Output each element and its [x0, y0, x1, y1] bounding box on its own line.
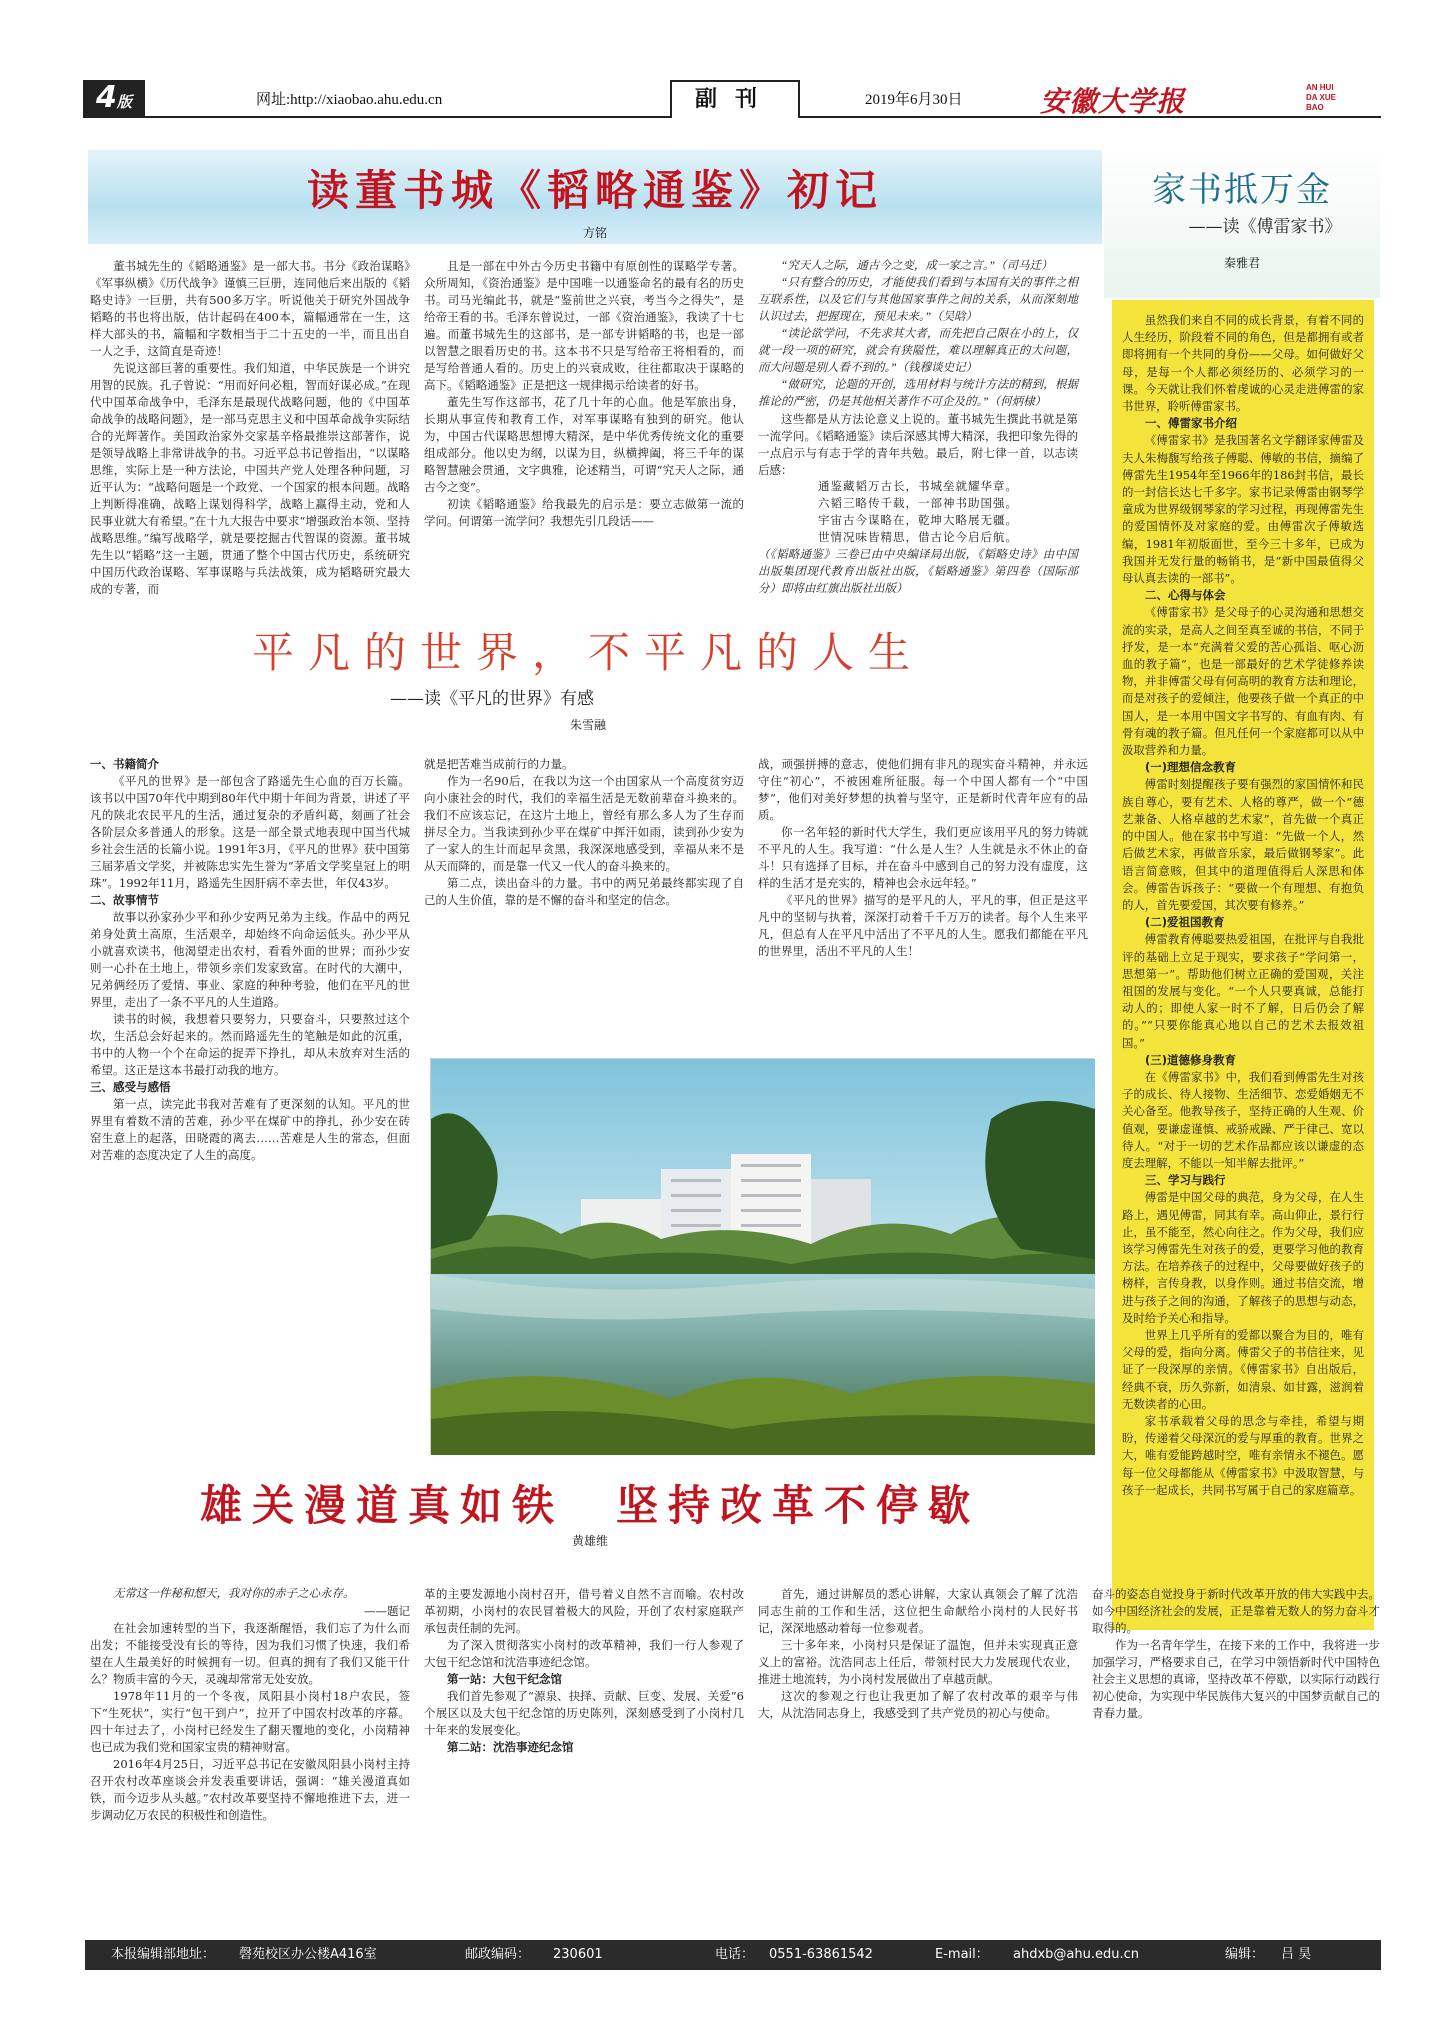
section-heading: 三、感受与感悟: [90, 1080, 171, 1094]
paragraph: 奋斗的姿态自觉投身于新时代改革开放的伟大实践中去。如今中国经济社会的发展，正是靠着无数人的努力奋斗才取得的。: [1092, 1587, 1380, 1635]
paragraph: 1978年11月的一个冬夜，凤阳县小岗村18户农民，签下“生死状”，实行“包干到户”，拉开了中国农村改革的序幕。四十年过去了，小岗村已经发生了翻天覆地的变化，小岗精神也已成为我们党和国家宝贵的精神财富。: [90, 1689, 410, 1754]
paragraph: 《平凡的世界》是一部包含了路遥先生心血的百万长篇。该书以中国70年代中期到80年代中期十年间为背景，讲述了平凡的陕北农民平凡的生活，通过复杂的矛盾纠葛，刻画了社会各阶层众多普通人的形象。这是一部全景式地表现中国当代城乡社会生活的长篇小说。1991年3月，《平凡的世界》获中国第三届茅盾文学奖，并被陈忠实先生誉为“茅盾文学奖皇冠上的明珠”。1992年11月，路遥先生因肝病不幸去世，年仅43岁。: [90, 774, 410, 890]
article3-title: 雄关漫道真如铁 坚持改革不停歇: [199, 1481, 980, 1530]
editor-name: 吕 昊: [1281, 1947, 1312, 1962]
paragraph: 《傅雷家书》是父母子的心灵沟通和思想交流的实录，是高人之间至真至诚的书信，不同于抒发，是一本“充满着父爱的苦心孤诣、呕心沥血的教子篇”，也是一部最好的艺术学徒修养读物，并非傅雷父母有何高明的教育方法和理论，而是对孩子的爱倾注，他要孩子做一个真正的中国人，是一本用中国文字书写的、有血有肉、有骨有魂的教子篇。但凡任何一个家庭都可以从中汲取营养和力量。: [1122, 605, 1364, 758]
article1-column-3: [758, 258, 1078, 595]
paragraph: 第一点，读完此书我对苦难有了更深刻的认知。平凡的世界里有着数不清的苦难，孙少平在煤矿中的挣扎，孙少安在砖窑生意上的起落，田晓霞的离去……苦难是人生的常态，但面对苦难的态度决定了人生的高度。: [90, 1097, 410, 1162]
paragraph: 初读《韬略通鉴》给我最先的启示是：要立志做第一流的学问。何谓第一流学问？我想先引几段话——: [424, 497, 744, 528]
paragraph: 傅雷教育傅聪要热爱祖国，在批评与自我批评的基础上立足于现实，要求孩子“学问第一，思想第一”。帮助他们树立正确的爱国观，关注祖国的发展与变化。“一个人只要真诚，总能打动人的；即使人家一时不了解，日后仍会了解的。”“只要你能真心地以自己的艺术去报效祖国。”: [1122, 932, 1364, 1050]
paragraph: 世界上几乎所有的爱都以聚合为目的，唯有父母的爱，指向分离。傅雷父子的书信往来，见证了一段深厚的亲情。《傅雷家书》自出版后，经典不衰，历久弥新，如清泉、如甘露，滋润着无数读者的心田。: [1122, 1327, 1364, 1411]
publication-note: （《韬略通鉴》三卷已由中央编译局出版，《韬略史诗》由中国出版集团现代教育出版社出版，《韬略通鉴》第四卷（国际部分）即将由红旗出版社出版）: [758, 549, 1078, 595]
section-name: 副刊: [670, 80, 800, 118]
paragraph: 董先生写作这部书，花了几十年的心血。他是军旅出身，长期从事宣传和教育工作，对军事谋略有独到的研究。他认为，中国古代谋略思想博大精深，是中华优秀传统文化的重要组成部分。他以史为纲，以谋为目，纵横捭阖，将三千年的谋略智慧融会贯通，文字典雅，论述精当，可谓“究天人之际，通古今之变”。: [424, 395, 744, 494]
poem-line: 宇宙古今谋略在，乾坤大略展无疆。: [818, 515, 1018, 527]
quote: “究天人之际，通古今之变，成一家之言。”（司马迁）: [781, 260, 1053, 272]
paragraph: 你一名年轻的新时代大学生，我们更应该用平凡的努力铸就不平凡的人生。我写道：“什么是人生？人生就是永不休止的奋斗！只有选择了目标，并在奋斗中感到自己的努力没有虚度，这样的生活才是充实的，精神也会永远年轻。”: [758, 825, 1088, 890]
section-heading: (一)理想信念教育: [1145, 760, 1237, 775]
page-suffix: 版: [116, 93, 132, 111]
paragraph: 战，顽强拼搏的意志，使他们拥有非凡的现实奋斗精神，并永远守住“初心”，不被困难所征服。每一个中国人都有一个“中国梦”，他们对美好梦想的执着与坚守，正是新时代青年应有的品质。: [758, 757, 1088, 822]
paragraph: 首先，通过讲解员的悉心讲解，大家认真领会了解了沈浩同志生前的工作和生活，这位把生命献给小岗村的人民好书记，深深地感动着每一位参观者。: [758, 1587, 1078, 1635]
paragraph: 读书的时候，我想着只要努力，只要奋斗，只要熬过这个坎，生活总会好起来的。然而路遥先生的笔触是如此的沉重，书中的人物一个个在命运的捉弄下挣扎，却从未放弃对生活的希望。这正是这本书最打动我的地方。: [90, 1012, 410, 1077]
paragraph: 董书城先生的《韬略通鉴》是一部大书。书分《政治谋略》《军事纵横》《历代战争》谨慎三巨册，连同他后来出版的《韬略史诗》一巨册，共有500多万字。听说他关于研究外国战争韬略的书也将出版，估计起码在400本，篇幅通常在一生，这样大部头的书，篇幅和字数相当于二十五史的一半，而且出自一人之手，这简直是奇迹！: [90, 259, 410, 358]
paragraph: 为了深入贯彻落实小岗村的改革精神，我们一行人参观了大包干纪念馆和沈浩事迹纪念馆。: [424, 1638, 744, 1669]
epigraph-source: ——题记: [364, 1604, 410, 1618]
paragraph: 在社会加速转型的当下，我逐渐醒悟，我们忘了为什么而出发；不能接受没有长的等待，因为我们习惯了快速，我们希望在人生最美好的时候拥有一切。但真的拥有了我们又能干什么？物质丰富的今天，灵魂却常常无处安放。: [90, 1621, 410, 1686]
page-footer: [85, 1940, 1381, 1970]
quote: “只有整合的历史，才能使我们看到与本国有关的事件之相互联系性，以及它们与其他国家事件之间的关系，从而深刻地认识过去，把握现在，预见未来。”（吴晗）: [758, 277, 1078, 323]
masthead-english: AN HUI DA XUE BAO: [1306, 83, 1336, 112]
paragraph: 2016年4月25日，习近平总书记在安徽凤阳县小岗村主持召开农村改革座谈会并发表重要讲话，强调：“雄关漫道真如铁，而今迈步从头越。”农村改革要坚持不懈地推进下去，进一步调动亿万农民的积极性和创造性。: [90, 1757, 410, 1822]
article3-author: 黄雄维: [571, 1534, 608, 1548]
quote: “读论欲学问，不先求其大者，而先把自己限在小的上，仅就一段一项的研究，就会有狭隘性，难以理解真正的大问题，而大问题是别人看不到的。”（钱穆谈史记）: [758, 328, 1078, 374]
section-heading: (三)道德修身教育: [1145, 1052, 1237, 1067]
poem-line: 世情况味皆精思，借古论今启后航。: [818, 532, 1018, 544]
article2-column-2: [424, 756, 744, 1046]
section-heading: 三、学习与践行: [1145, 1173, 1226, 1188]
paragraph: 《平凡的世界》描写的是平凡的人，平凡的事，但正是这平凡中的坚韧与执着，深深打动着千千万万的读者。每个人生来平凡，但总有人在平凡中活出了不平凡的人生。愿我们都能在平凡的世界里，活出不平凡的人生！: [758, 893, 1088, 958]
section-heading: 一、书籍简介: [90, 757, 159, 771]
paragraph: 第二点，读出奋斗的力量。书中的两兄弟最终都实现了自己的人生价值，靠的是不懈的奋斗和坚定的信念。: [424, 876, 744, 907]
section-heading: 第一站：大包干纪念馆: [447, 1672, 562, 1686]
page-number-badge: [83, 80, 145, 116]
article2-title: 平凡的世界，不平凡的人生: [251, 628, 924, 677]
article2-column-3: [758, 756, 1088, 1046]
article1-title: 读董书城《韬略通鉴》初记: [306, 166, 883, 215]
sidebar-title: 家书抵万金: [1152, 170, 1332, 210]
article2-subtitle: ——读《平凡的世界》有感: [390, 689, 594, 709]
postcode: 230601: [553, 1947, 603, 1962]
article1-column-2: [424, 258, 744, 588]
phone: 0551-63861542: [769, 1947, 873, 1962]
epigraph: 无常这一件秘和想天，我对你的赤子之心永存。: [113, 1588, 355, 1600]
section-heading: 第二站：沈浩事迹纪念馆: [447, 1740, 574, 1754]
address: 磬苑校区办公楼A416室: [239, 1947, 377, 1962]
paragraph: 故事以孙家孙少平和孙少安两兄弟为主线。作品中的两兄弟身处黄土高原，生活艰辛，却始终不向命运低头。孙少平从小就喜欢读书，他渴望走出农村，看看外面的世界；而孙少安则一心扑在土地上，带领乡亲们发家致富。在时代的大潮中，兄弟俩经历了爱情、事业、家庭的种种考验，他们在平凡的世界里，走出了一条不平凡的人生道路。: [90, 910, 410, 1009]
paragraph: 这次的参观之行也让我更加了解了农村改革的艰辛与伟大，从沈浩同志身上，我感受到了共产党员的初心与使命。: [758, 1689, 1078, 1720]
paragraph: 就是把苦难当成前行的力量。: [424, 757, 574, 771]
paragraph: 《傅雷家书》是我国著名文学翻译家傅雷及夫人朱梅馥写给孩子傅聪、傅敏的书信，摘编了傅雷先生1954年至1966年的186封书信，最长的一封信长达七千多字。家书记录傅雷由钢琴学童成为世界级钢琴家的学习过程，再现傅雷先生的爱国情怀及对家庭的爱。由傅雷次子傅敏选编，1981年初版面世，至今三十多年，已成为我国并无发行量的畅销书，是“新中国最值得父母认真去读的一部书”。: [1122, 433, 1364, 586]
section-heading: 二、故事情节: [90, 893, 159, 907]
sidebar-body: [1112, 300, 1374, 1630]
address-label: 本报编辑部地址：: [111, 1947, 216, 1962]
paragraph: 且是一部在中外古今历史书籍中有原创性的谋略学专著。众所周知，《资治通鉴》是中国唯一以通鉴命名的最有名的历史书。司马光编此书，就是“鉴前世之兴衰，考当今之得失”，是给帝王看的书。毛泽东曾说过，一部《资治通鉴》，我读了十七遍。而董书城先生的这部书，是一部专讲韬略的书，也是一部以智慧之眼看历史的书。这本书不只是写给帝王将相看的，而是写给普通人看的。历史上的兴衰成败，往往都取决于谋略的高下。《韬略通鉴》正是把这一规律揭示给读者的好书。: [424, 259, 744, 392]
paragraph: 先说这部巨著的重要性。我们知道，中华民族是一个讲究用智的民族。孔子曾说：“用而好问必粗，智而好谋必成。”在现代中国革命战争中，毛泽东是最现代战略问题，他的《中国革命战争的战略问题》，是一部马克思主义和中国革命战争实际结合的光辉著作。美国政治家外交家基辛格最推崇这部著作，说是领导战略上非常讲战争的书。习近平总书记曾指出，“以谋略思维，实际上是一种方法论，中国共产党人处理各种问题，习近平认为：“战略问题是一个政党、一个国家的根本问题。战略上判断得准确，战略上谋划得科学，战略上赢得主动，党和人民事业就大有希望。”在十九大报告中要求“增强政治本领、坚持战略思维。”编写战略学，就是要挖掘古代智谋的资源。董书城先生以“韬略”这一主题，贯通了整个中国古代历史，系统研究中国历代政治谋略、军事谋略与兵法战策，成为韬略研究最大成的专著，而: [90, 361, 410, 596]
lake-campus-photo: [430, 1058, 1094, 1454]
page-number: 4: [96, 80, 117, 115]
sidebar-subtitle: ——读《傅雷家书》: [1188, 217, 1342, 237]
paragraph: 作为一名90后，在我以为这一个由国家从一个高度贫穷迈向小康社会的时代，我们的幸福生活是无数前辈奋斗换来的。我们不应该忘记，在这片土地上，曾经有那么多人为了生存而拼尽全力。当我读到孙少平在煤矿中挥汗如雨，读到孙少安为了一家人的生计而起早贪黑，我深深地感受到，幸福从来不是从天而降的，而是靠一代又一代人的奋斗换来的。: [424, 774, 744, 873]
phone-label: 电话：: [715, 1947, 755, 1962]
paragraph: 作为一名青年学生，在接下来的工作中，我将进一步加强学习，严格要求自己，在学习中领悟新时代中国特色社会主义思想的真谛，坚持改革不停歇，以实际行动践行初心使命，为实现中华民族伟大复兴的中国梦贡献自己的青春力量。: [1092, 1638, 1380, 1720]
article3-column-2: [424, 1586, 744, 1931]
article2-author: 朱雪融: [569, 718, 606, 732]
paragraph: 我们首先参观了“源泉、抉择、贡献、巨变、发展、关爱”6个展区以及大包干纪念馆的历史陈列，深刻感受到了小岗村几十年来的发展变化。: [424, 1689, 744, 1737]
paragraph: 虽然我们来自不同的成长背景，有着不同的人生经历，阶段着不同的角色，但是都拥有或者即将拥有一个共同的身份——父母。如何做好父母，是每一个人都必须经历的、必须学习的一课。今天就让我们怀着虔诚的心灵走进傅雷的家书世界，聆听傅雷家书。: [1122, 313, 1364, 414]
masthead-logo: 安徽大学报: [1040, 85, 1186, 118]
paragraph: 三十多年来，小岗村只是保证了温饱，但并未实现真正意义上的富裕。沈浩同志上任后，带领村民大力发展现代农业，推进土地流转，为小岗村发展做出了卓越贡献。: [758, 1638, 1078, 1686]
article3-column-1: [90, 1586, 410, 1931]
editor-label: 编辑：: [1225, 1947, 1265, 1962]
postcode-label: 邮政编码：: [465, 1947, 531, 1962]
section-heading: 一、傅雷家书介绍: [1145, 416, 1237, 431]
paragraph: 在《傅雷家书》中，我们看到傅雷先生对孩子的成长、待人接物、生活细节、恋爱婚姻无不关心备至。他教导孩子，坚持正确的人生观、价值观，要谦虚谨慎、戒骄戒躁、严于律己、宽以待人。“对于一切的艺术作品都应该以谦虚的态度去理解，不能以一知半解去批评。”: [1122, 1069, 1364, 1170]
photo-illustration: [431, 1059, 1095, 1455]
article2-column-1: [90, 756, 410, 1456]
paragraph: 傅雷是中国父母的典范，身为父母，在人生路上，遇见傅雷，同其有幸。高山仰止，景行行止，虽不能至，然心向往之。作为父母，我们应该学习傅雷先生对孩子的爱，更要学习他的教育方法。在培养孩子的过程中，父母要做好孩子的榜样，言传身教，以身作则。通过书信交流，增进与孩子之间的沟通，了解孩子的思想与动态，及时给予关心和指导。: [1122, 1190, 1364, 1325]
article3-column-3: [758, 1586, 1078, 1931]
poem-line: 六韬三略传千载，一部神书助国强。: [818, 498, 1018, 510]
issue-date: 2019年6月30日: [865, 92, 963, 108]
section-heading: (二)爱祖国教育: [1145, 915, 1225, 930]
section-heading: 二、心得与体会: [1145, 588, 1226, 603]
paragraph: 革的主要发源地小岗村召开，借号着义自然不言而喻。农村改革初期，小岗村的农民冒着极大的风险，开创了农村家庭联产承包责任制的先河。: [424, 1587, 744, 1635]
article1-author: 方铭: [582, 226, 607, 240]
quote: “做研究，论题的开创，选用材料与统计方法的精到，根据推论的严密，仍是其他相关著作不可企及的。”（何炳棣）: [758, 379, 1078, 408]
paragraph: 家书承载着父母的思念与牵挂，希望与期盼，传递着父母深沉的爱与厚重的教育。世界之大，唯有爱能跨越时空，唯有亲情永不褪色。愿每一位父母都能从《傅雷家书》中汲取智慧，与孩子一起成长，共同书写属于自己的家庭篇章。: [1122, 1414, 1364, 1497]
article3-column-4: [1092, 1586, 1380, 1931]
email-link[interactable]: ahdxb@ahu.edu.cn: [1013, 1947, 1139, 1962]
sidebar-author: 秦雅君: [1223, 256, 1260, 270]
paragraph: 这些都是从方法论意义上说的。董书城先生撰此书就是第一流学问。《韬略通鉴》读后深感其博大精深，我把印象先得的一点启示与有志于学的青年共勉。最后，附七律一首，以志读后感：: [758, 412, 1078, 477]
site-url[interactable]: 网址:http://xiaobao.ahu.edu.cn: [256, 92, 443, 108]
poem-line: 通鉴藏韬万古长，书城垒就耀华章。: [818, 481, 1018, 493]
paragraph: 傅雷时刻提醒孩子要有强烈的家国情怀和民族自尊心，要有艺术、人格的尊严，做一个“德艺兼备、人格卓越的艺术家”，首先做一个真正的中国人。他在家书中写道：“先做一个人，然后做艺术家，再做音乐家，最后做钢琴家”。此语言简意赅，但其中的道理值得后人深思和体会。傅雷告诉孩子：“要做一个有理想、有抱负的人，首先要爱国，其次要有修养。”: [1122, 777, 1364, 912]
email-label: E-mail：: [935, 1947, 989, 1962]
article1-column-1: [90, 258, 410, 596]
